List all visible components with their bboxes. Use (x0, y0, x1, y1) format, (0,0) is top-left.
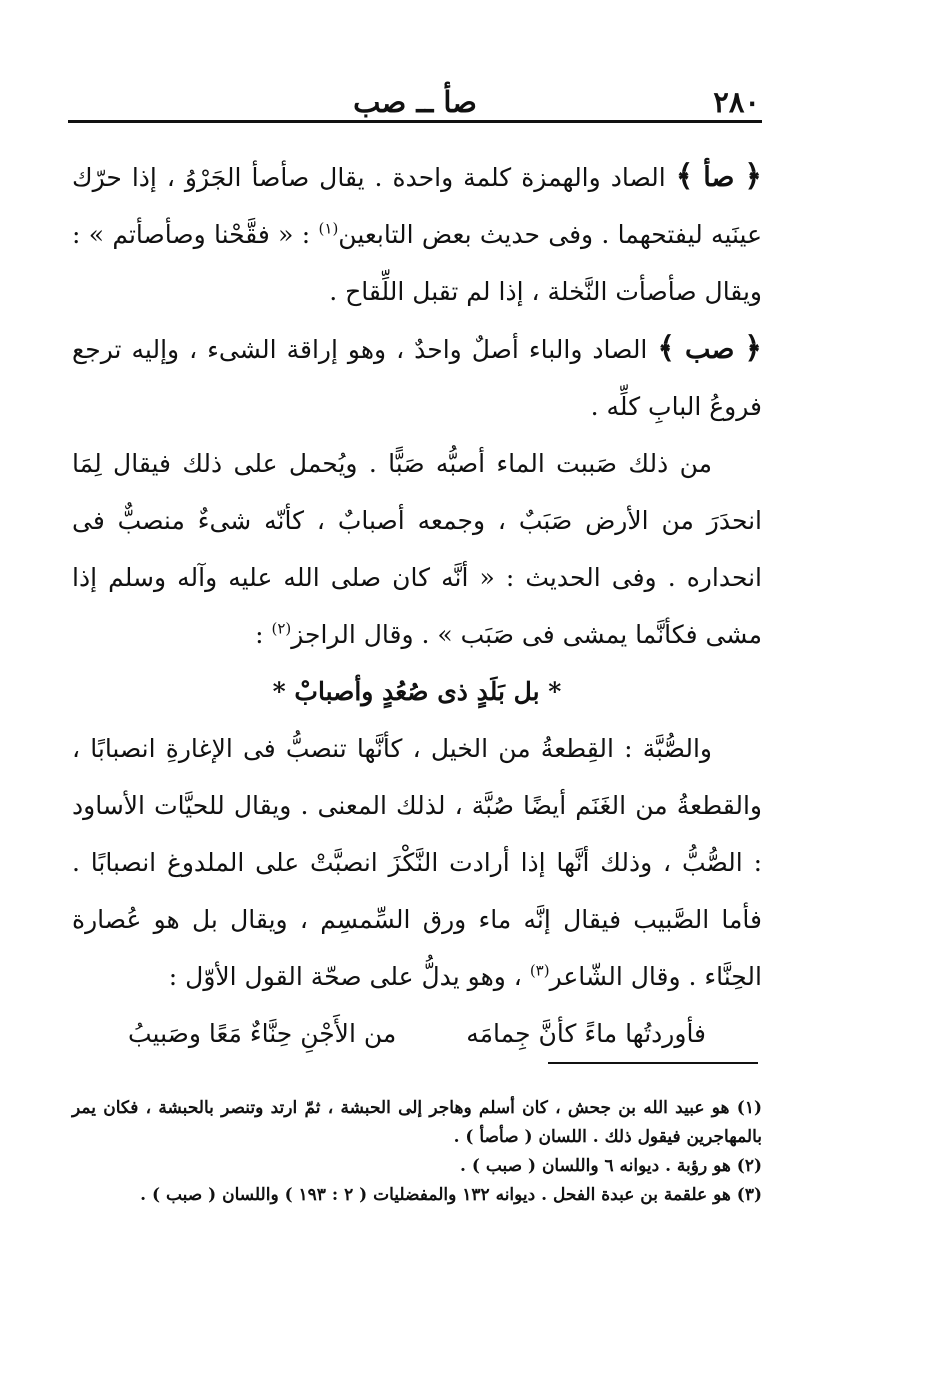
paragraph-4-end: ، وهو يدلُّ على صحّة القول الأوّل : (168, 962, 522, 991)
footnote-2: (٢) هو رؤبة . ديوانه ٦ واللسان ( صبب ) . (460, 1156, 762, 1176)
bracket-open-icon: ﴿ (744, 159, 762, 194)
main-text (72, 148, 762, 1062)
paragraph-3-end: : (255, 620, 264, 649)
entry-heading-sa: صأ (703, 162, 735, 193)
footnote-mark-1: (١) (318, 219, 339, 238)
verse-1: * بل بَلَدٍ ذى صُعُدٍ وأصبابْ * (272, 677, 562, 706)
verse-2 (72, 1005, 762, 1062)
bracket-close-icon: ﴾ (675, 159, 694, 194)
verse-2-second-hemistich: من الأَجْنِ حِنَّاءٌ مَعًا وصَبيبُ (127, 1019, 397, 1048)
entry-sa-text-2: : « فقَّحْنا وصأصأتم » : ويقال صأصأت النَّخلة ، إذا لم تقبل اللِّقاح . (72, 220, 762, 306)
paragraph-4 (72, 720, 762, 1005)
running-head (70, 72, 760, 122)
paragraph-4-text: والصُّبَّة : القِطعةُ من الخيل ، كأنَّها تنصبُّ فى الإغارةِ انصبابًا ، والقطعةُ من الغَنَم أيضًا صُبَّة ، لذلك المعنى . ويقال للحيَّات الأساود : الصُّبُّ ، وذلك أنَّها إذا أرادت النَّكْزَ انصبَّتْ على الملدوغ انصبابًا . فأما الصَّبيب فيقال إنَّه ماء ورق السِّمسِم ، ويقال بل هو عُصارة الحِنَّاء . وقال الشّاعر (72, 734, 762, 991)
entry-sab (72, 320, 762, 435)
entry-sa (72, 148, 762, 320)
entry-heading-sab: صب (684, 334, 735, 365)
footnotes (72, 1094, 762, 1210)
page-number: ٢٨٠ (713, 85, 760, 119)
verse-2-first-hemistich: فأوردتُها ماءً كأنَّ جِمامَه (466, 1019, 707, 1048)
page-title: صأ ــ صب (353, 85, 477, 119)
bracket-close-icon: ﴾ (657, 331, 675, 366)
bracket-open-icon: ﴿ (744, 331, 762, 366)
footnote-mark-3: (٣) (529, 961, 550, 980)
paragraph-3 (72, 435, 762, 663)
entry-sab-text: الصاد والباء أصلٌ واحدٌ ، وهو إراقة الشىء ، وإليه ترجع فروعُ البابِ كلِّه . (72, 335, 762, 421)
footnote-rule (548, 1062, 758, 1064)
footnote-3: (٣) هو علقمة بن عبدة الفحل . ديوانه ١٣٢ والمفضليات ( ٢ : ١٩٣ ) واللسان ( صبب ) . (140, 1185, 762, 1205)
paragraph-3-text: من ذلك صَببت الماء أصبُّه صَبًّا . ويُحمل على ذلك فيقال لِمَا انحدَرَ من الأرض صَبَبٌ ، وجمعه أصبابٌ ، كأنّه شىءٌ منصبٌّ فى انحداره . وفى الحديث : « أنَّه كان صلى الله عليه وآله وسلم إذا مشى فكأنَّما يمشى فى صَبَب » . وقال الراجز (72, 449, 762, 649)
header-rule (68, 120, 762, 123)
footnote-mark-2: (٢) (271, 619, 292, 638)
entry-sa-text: الصاد والهمزة كلمة واحدة . يقال صأصأ الجَرْوُ ، إذا حرّك عينَيه ليفتحهما . وفى حديث بعض التابعين (72, 163, 762, 249)
footnote-1: (١) هو عبيد الله بن جحش ، كان أسلم وهاجر إلى الحبشة ، ثمّ ارتد وتنصر بالحبشة ، فكان يمر بالمهاجرين فيقول ذلك . اللسان ( صأصأ ) . (72, 1098, 762, 1147)
